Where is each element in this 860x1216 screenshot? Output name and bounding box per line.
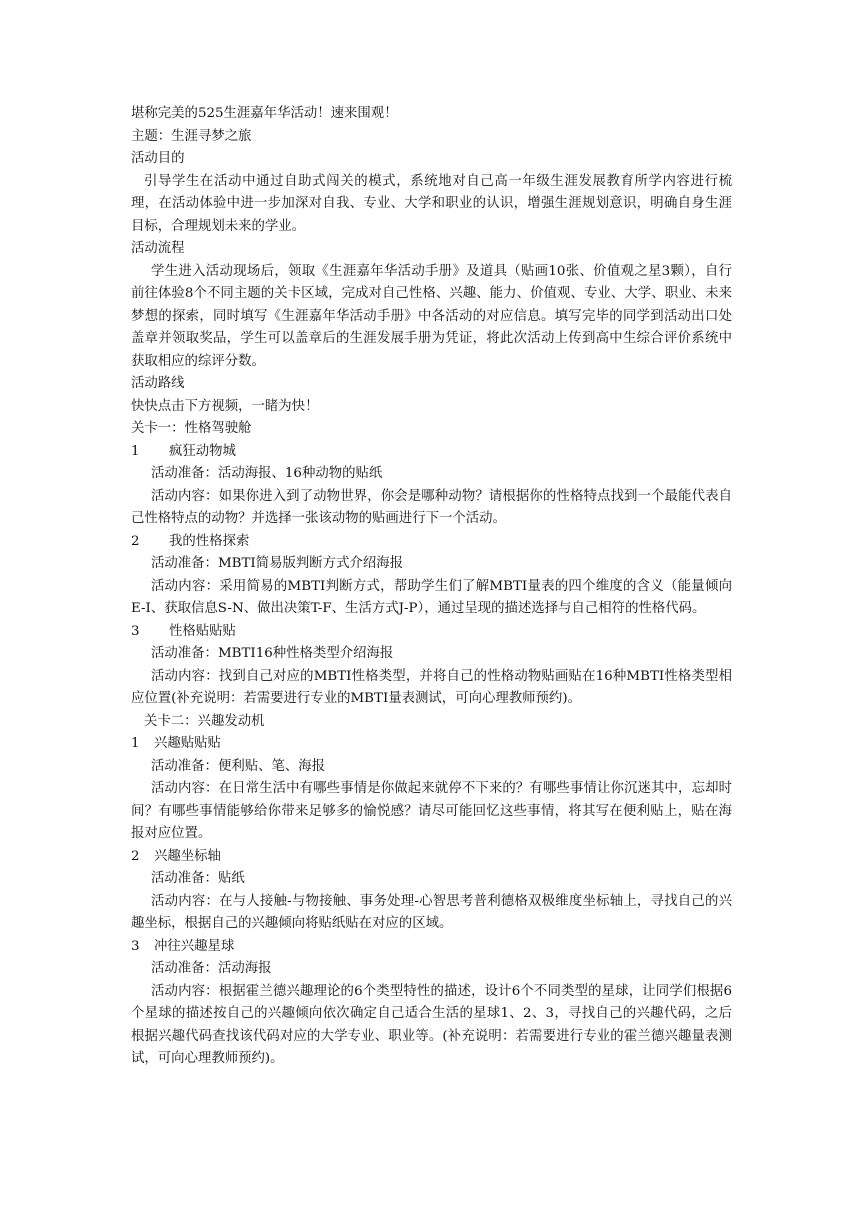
level2-item-1-heading <box>131 733 732 756</box>
level2-item-3-heading <box>131 936 732 959</box>
doc-theme: 主题：生涯寻梦之旅 <box>131 128 252 144</box>
item-name: 冲往兴趣星球 <box>154 938 235 954</box>
document-page <box>131 103 732 1071</box>
level1-item-2-prep: 活动准备：MBTI简易版判断方式介绍海报 <box>151 556 404 571</box>
item-name: 兴趣贴贴贴 <box>154 736 221 751</box>
level2-item-2-prep: 活动准备：贴纸 <box>151 871 245 886</box>
doc-title: 堪称完美的525生涯嘉年华活动！速来围观！ <box>131 106 398 121</box>
level2-item-2-heading <box>131 846 732 869</box>
level1-item-3-prep: 活动准备：MBTI16种性格类型介绍海报 <box>151 646 394 661</box>
item-number: 3 <box>131 938 140 954</box>
process-text: 学生进入活动现场后，领取《生涯嘉年华活动手册》及道具（贴画10张、价值观之星3颗），自行前往体验8个不同主题的关卡区域，完成对自己性格、兴趣、能力、价值观、专业、大学、职业、未来梦想的探索，同时填写《生涯嘉年华活动手册》中各活动的对应信息。填写完毕的同学到活动出口处盖章并领取奖品，学生可以盖章后的生涯发展手册为凭证，将此次活动上传到高中生综合评价系统中获取相应的综评分数。 <box>131 263 732 369</box>
level1-item-3-content: 活动内容：找到自己对应的MBTI性格类型，并将自己的性格动物贴画贴在16种MBTI性格类型相应位置(补充说明：若需要进行专业的MBTI量表测试，可向心理教师预约)。 <box>131 668 732 706</box>
level1-item-1-prep: 活动准备：活动海报、16种动物的贴纸 <box>151 466 383 481</box>
level1-item-2-heading <box>131 531 732 554</box>
item-name: 我的性格探索 <box>169 533 250 549</box>
level2-item-1-prep: 活动准备：便利贴、笔、海报 <box>151 758 326 774</box>
item-number: 1 <box>131 443 140 459</box>
level1-item-1-heading <box>131 441 732 464</box>
level1-item-2-content: 活动内容：采用简易的MBTI判断方式，帮助学生们了解MBTI量表的四个维度的含义（能量倾向E-I、获取信息S-N、做出决策T-F、生活方式J-P），通过呈现的描述选择与自己相符的性格代码。 <box>131 578 732 616</box>
level1-item-1-content: 活动内容：如果你进入到了动物世界，你会是哪种动物？请根据你的性格特点找到一个最能代表自己性格特点的动物？并选择一张该动物的贴画进行下一个活动。 <box>131 488 732 526</box>
item-number: 1 <box>131 736 140 751</box>
level2-item-3-content: 活动内容：根据霍兰德兴趣理论的6个类型特性的描述，设计6个不同类型的星球，让同学们根据6个星球的描述按自己的兴趣倾向依次确定自己适合生活的星球1、2、3，寻找自己的兴趣代码，之后根据兴趣代码查找该代码对应的大学专业、职业等。(补充说明：若需要进行专业的霍兰德兴趣量表测试，可向心理教师预约)。 <box>131 983 732 1066</box>
video-hint: 快快点击下方视频，一睹为快！ <box>131 398 319 414</box>
level2-item-1-content: 活动内容：在日常生活中有哪些事情是你做起来就停不下来的？有哪些事情让你沉迷其中，忘却时间？有哪些事情能够给你带来足够多的愉悦感？请尽可能回忆这些事情，将其写在便利贴上，贴在海报对应位置。 <box>131 781 732 841</box>
level2-item-3-prep: 活动准备：活动海报 <box>151 961 272 976</box>
item-name: 疯狂动物城 <box>169 443 236 459</box>
level1-title: 关卡一：性格驾驶舱 <box>131 421 252 436</box>
level1-item-3-heading <box>131 621 732 644</box>
route-heading: 活动路线 <box>131 376 185 391</box>
purpose-text: 引导学生在活动中通过自助式闯关的模式，系统地对自己高一年级生涯发展教育所学内容进行梳理，在活动体验中进一步加深对自我、专业、大学和职业的认识，增强生涯规划意识，明确自身生涯目标，合理规划未来的学业。 <box>131 173 732 234</box>
item-name: 性格贴贴贴 <box>169 623 236 639</box>
level2-title: 关卡二：兴趣发动机 <box>144 713 265 729</box>
level2-item-2-content: 活动内容：在与人接触-与物接触、事务处理-心智思考普利德格双极维度坐标轴上，寻找自己的兴趣坐标，根据自己的兴趣倾向将贴纸贴在对应的区域。 <box>131 893 732 931</box>
process-heading: 活动流程 <box>131 241 185 256</box>
purpose-heading: 活动目的 <box>131 151 185 166</box>
item-name: 兴趣坐标轴 <box>154 848 221 864</box>
item-number: 2 <box>131 533 140 549</box>
item-number: 3 <box>131 623 140 639</box>
item-number: 2 <box>131 848 140 864</box>
